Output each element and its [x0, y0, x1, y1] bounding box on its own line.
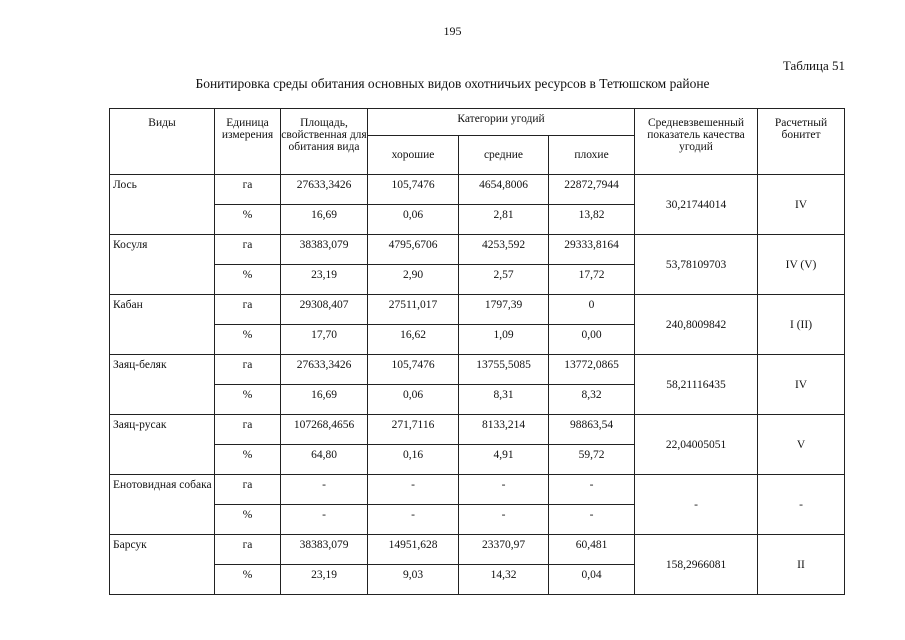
area-cell: 16,69	[281, 385, 368, 415]
area-cell: 23,19	[281, 265, 368, 295]
medium-cell: 1,09	[459, 325, 549, 355]
medium-cell: 4654,8006	[459, 175, 549, 205]
species-name: Косуля	[110, 235, 215, 295]
area-cell: 27633,3426	[281, 175, 368, 205]
unit-cell: %	[215, 265, 281, 295]
quality-cell: 240,8009842	[635, 295, 758, 355]
good-cell: 271,7116	[368, 415, 459, 445]
header-unit: Единица измерения	[215, 109, 281, 175]
unit-cell: га	[215, 175, 281, 205]
good-cell: 2,90	[368, 265, 459, 295]
area-cell: 23,19	[281, 565, 368, 595]
unit-cell: %	[215, 205, 281, 235]
table-row	[110, 295, 845, 325]
poor-cell: 8,32	[549, 385, 635, 415]
unit-cell: %	[215, 325, 281, 355]
poor-cell: 0,04	[549, 565, 635, 595]
table-row	[110, 175, 845, 205]
medium-cell: 1797,39	[459, 295, 549, 325]
species-name: Барсук	[110, 535, 215, 595]
quality-cell: 158,2966081	[635, 535, 758, 595]
header-area: Площадь, свойственная для обитания вида	[281, 109, 368, 175]
medium-cell: 14,32	[459, 565, 549, 595]
bonitet-cell: IV (V)	[758, 235, 845, 295]
medium-cell: 4253,592	[459, 235, 549, 265]
poor-cell: 60,481	[549, 535, 635, 565]
poor-cell: 98863,54	[549, 415, 635, 445]
unit-cell: %	[215, 385, 281, 415]
unit-cell: га	[215, 235, 281, 265]
good-cell: 14951,628	[368, 535, 459, 565]
medium-cell: 2,57	[459, 265, 549, 295]
poor-cell: 59,72	[549, 445, 635, 475]
medium-cell: -	[459, 475, 549, 505]
species-name: Заяц-русак	[110, 415, 215, 475]
quality-cell: 53,78109703	[635, 235, 758, 295]
poor-cell: 13,82	[549, 205, 635, 235]
poor-cell: 0	[549, 295, 635, 325]
medium-cell: 13755,5085	[459, 355, 549, 385]
species-name: Заяц-беляк	[110, 355, 215, 415]
medium-cell: 2,81	[459, 205, 549, 235]
area-cell: 17,70	[281, 325, 368, 355]
quality-cell: 22,04005051	[635, 415, 758, 475]
table-row	[110, 415, 845, 445]
table-row	[110, 355, 845, 385]
unit-cell: га	[215, 295, 281, 325]
good-cell: 0,06	[368, 385, 459, 415]
good-cell: 0,06	[368, 205, 459, 235]
area-cell: 29308,407	[281, 295, 368, 325]
table-row	[110, 475, 845, 505]
species-name: Енотовидная собака	[110, 475, 215, 535]
good-cell: 4795,6706	[368, 235, 459, 265]
area-cell: -	[281, 475, 368, 505]
poor-cell: -	[549, 475, 635, 505]
header-medium: средние	[459, 136, 549, 175]
header-bonitet: Расчетный бонитет	[758, 109, 845, 175]
bonitet-cell: V	[758, 415, 845, 475]
area-cell: 64,80	[281, 445, 368, 475]
quality-cell: 30,21744014	[635, 175, 758, 235]
good-cell: 105,7476	[368, 355, 459, 385]
unit-cell: %	[215, 445, 281, 475]
table-row	[110, 535, 845, 565]
unit-cell: га	[215, 535, 281, 565]
page-number: 195	[443, 24, 462, 38]
area-cell: 38383,079	[281, 235, 368, 265]
species-name: Кабан	[110, 295, 215, 355]
poor-cell: 0,00	[549, 325, 635, 355]
area-cell: -	[281, 505, 368, 535]
medium-cell: 23370,97	[459, 535, 549, 565]
header-quality: Средневзвешенный показатель качества угодий	[635, 109, 758, 175]
header-good: хорошие	[368, 136, 459, 175]
header-poor: плохие	[549, 136, 635, 175]
good-cell: 105,7476	[368, 175, 459, 205]
bonitet-cell: -	[758, 475, 845, 535]
area-cell: 38383,079	[281, 535, 368, 565]
medium-cell: -	[459, 505, 549, 535]
bonitet-cell: IV	[758, 175, 845, 235]
document-title: Бонитировка среды обитания основных видов охотничьих ресурсов в Тетюшском районе	[195, 76, 710, 91]
poor-cell: 22872,7944	[549, 175, 635, 205]
table-row	[110, 235, 845, 265]
header-species: Виды	[110, 109, 215, 175]
bonitet-cell: IV	[758, 355, 845, 415]
bonitet-cell: II	[758, 535, 845, 595]
medium-cell: 4,91	[459, 445, 549, 475]
bonitet-table	[109, 108, 845, 595]
header-categories: Категории угодий	[368, 109, 635, 136]
good-cell: 0,16	[368, 445, 459, 475]
poor-cell: 29333,8164	[549, 235, 635, 265]
unit-cell: %	[215, 565, 281, 595]
unit-cell: %	[215, 505, 281, 535]
poor-cell: 13772,0865	[549, 355, 635, 385]
bonitet-cell: I (II)	[758, 295, 845, 355]
area-cell: 16,69	[281, 205, 368, 235]
good-cell: 16,62	[368, 325, 459, 355]
area-cell: 107268,4656	[281, 415, 368, 445]
area-cell: 27633,3426	[281, 355, 368, 385]
species-name: Лось	[110, 175, 215, 235]
poor-cell: 17,72	[549, 265, 635, 295]
quality-cell: 58,21116435	[635, 355, 758, 415]
unit-cell: га	[215, 475, 281, 505]
poor-cell: -	[549, 505, 635, 535]
medium-cell: 8,31	[459, 385, 549, 415]
good-cell: 27511,017	[368, 295, 459, 325]
medium-cell: 8133,214	[459, 415, 549, 445]
quality-cell: -	[635, 475, 758, 535]
good-cell: -	[368, 505, 459, 535]
good-cell: 9,03	[368, 565, 459, 595]
good-cell: -	[368, 475, 459, 505]
unit-cell: га	[215, 415, 281, 445]
unit-cell: га	[215, 355, 281, 385]
table-label: Таблица 51	[782, 58, 845, 73]
